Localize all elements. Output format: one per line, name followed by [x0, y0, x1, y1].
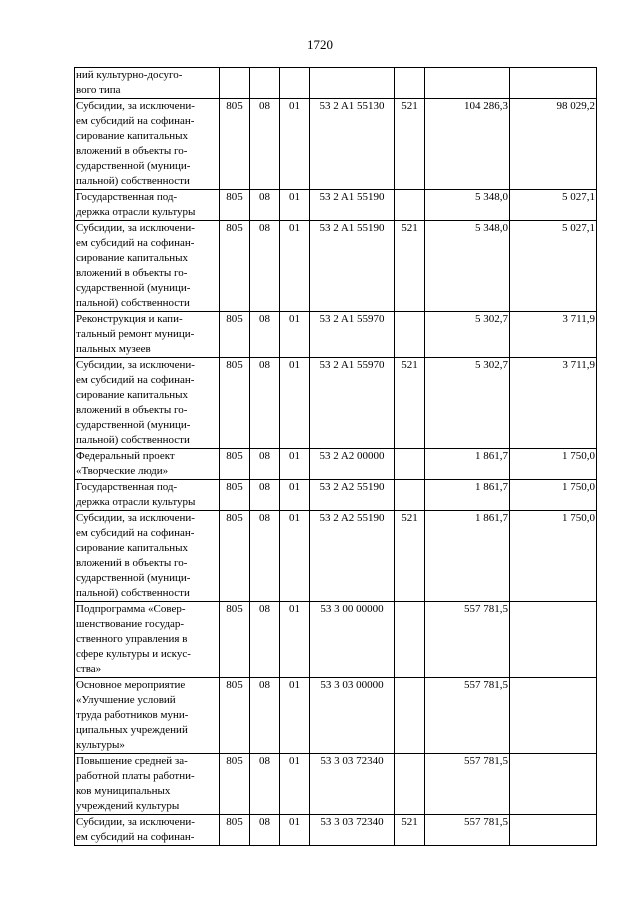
expense-type-cell: [395, 190, 425, 221]
section-code-cell: 08: [250, 678, 280, 754]
table-row: [75, 312, 597, 358]
subsection-code-cell: 01: [280, 99, 310, 190]
amount-year1-cell: 557 781,5: [425, 602, 510, 678]
subsection-code-cell: 01: [280, 602, 310, 678]
row-name-cell: Субсидии, за исключени- ем субсидий на софинан- сирование капитальных вложений в объекты го- сударственной (муници- пальной) собственности: [75, 358, 220, 449]
amount-year1-cell: 5 302,7: [425, 358, 510, 449]
amount-year1-cell: 557 781,5: [425, 754, 510, 815]
amount-year2-cell: [510, 602, 597, 678]
expense-type-cell: [395, 678, 425, 754]
row-name-cell: Повышение средней за- работной платы работни- ков муниципальных учреждений культуры: [75, 754, 220, 815]
amount-year2-cell: 5 027,1: [510, 190, 597, 221]
amount-year1-cell: 104 286,3: [425, 99, 510, 190]
expense-type-cell: [395, 68, 425, 99]
table-row: [75, 68, 597, 99]
row-name-cell: Федеральный проект «Творческие люди»: [75, 449, 220, 480]
subsection-code-cell: 01: [280, 358, 310, 449]
subsection-code-cell: 01: [280, 449, 310, 480]
subsection-code-cell: 01: [280, 480, 310, 511]
ministry-code-cell: 805: [220, 602, 250, 678]
subsection-code-cell: 01: [280, 221, 310, 312]
table-row: [75, 190, 597, 221]
amount-year1-cell: [425, 68, 510, 99]
budget-table: [74, 67, 597, 846]
amount-year1-cell: 5 302,7: [425, 312, 510, 358]
section-code-cell: 08: [250, 511, 280, 602]
ministry-code-cell: 805: [220, 754, 250, 815]
section-code-cell: 08: [250, 190, 280, 221]
target-article-cell: 53 2 A1 55190: [310, 190, 395, 221]
amount-year2-cell: [510, 678, 597, 754]
ministry-code-cell: 805: [220, 480, 250, 511]
section-code-cell: [250, 68, 280, 99]
amount-year2-cell: [510, 815, 597, 846]
subsection-code-cell: 01: [280, 754, 310, 815]
target-article-cell: 53 3 00 00000: [310, 602, 395, 678]
expense-type-cell: 521: [395, 99, 425, 190]
section-code-cell: 08: [250, 358, 280, 449]
ministry-code-cell: 805: [220, 449, 250, 480]
row-name-cell: Государственная под- держка отрасли культуры: [75, 190, 220, 221]
ministry-code-cell: 805: [220, 99, 250, 190]
ministry-code-cell: 805: [220, 358, 250, 449]
expense-type-cell: 521: [395, 221, 425, 312]
table-row: [75, 221, 597, 312]
amount-year2-cell: 1 750,0: [510, 480, 597, 511]
target-article-cell: 53 2 A1 55970: [310, 312, 395, 358]
section-code-cell: 08: [250, 754, 280, 815]
expense-type-cell: [395, 312, 425, 358]
page-number: 1720: [307, 37, 333, 52]
ministry-code-cell: 805: [220, 511, 250, 602]
row-name-cell: Субсидии, за исключени- ем субсидий на софинан- сирование капитальных вложений в объекты го- сударственной (муници- пальной) собственности: [75, 221, 220, 312]
amount-year1-cell: 557 781,5: [425, 678, 510, 754]
amount-year1-cell: 5 348,0: [425, 190, 510, 221]
table-row: [75, 449, 597, 480]
subsection-code-cell: 01: [280, 815, 310, 846]
table-body: [75, 68, 597, 846]
amount-year1-cell: 1 861,7: [425, 511, 510, 602]
amount-year2-cell: 1 750,0: [510, 511, 597, 602]
expense-type-cell: [395, 449, 425, 480]
target-article-cell: 53 2 A2 00000: [310, 449, 395, 480]
target-article-cell: 53 2 A1 55970: [310, 358, 395, 449]
subsection-code-cell: [280, 68, 310, 99]
target-article-cell: 53 3 03 00000: [310, 678, 395, 754]
amount-year2-cell: 3 711,9: [510, 358, 597, 449]
section-code-cell: 08: [250, 480, 280, 511]
amount-year1-cell: 5 348,0: [425, 221, 510, 312]
expense-type-cell: 521: [395, 358, 425, 449]
target-article-cell: 53 3 03 72340: [310, 815, 395, 846]
row-name-cell: Подпрограмма «Совер- шенствование государ- ственного управления в сфере культуры и искус- ства»: [75, 602, 220, 678]
amount-year2-cell: 98 029,2: [510, 99, 597, 190]
amount-year1-cell: 557 781,5: [425, 815, 510, 846]
section-code-cell: 08: [250, 449, 280, 480]
section-code-cell: 08: [250, 312, 280, 358]
row-name-cell: Реконструкция и капи- тальный ремонт муници- пальных музеев: [75, 312, 220, 358]
expense-type-cell: 521: [395, 511, 425, 602]
table-row: [75, 480, 597, 511]
amount-year1-cell: 1 861,7: [425, 449, 510, 480]
amount-year1-cell: 1 861,7: [425, 480, 510, 511]
amount-year2-cell: 1 750,0: [510, 449, 597, 480]
table-row: [75, 99, 597, 190]
target-article-cell: 53 3 03 72340: [310, 754, 395, 815]
section-code-cell: 08: [250, 221, 280, 312]
target-article-cell: 53 2 A1 55190: [310, 221, 395, 312]
subsection-code-cell: 01: [280, 511, 310, 602]
subsection-code-cell: 01: [280, 312, 310, 358]
section-code-cell: 08: [250, 99, 280, 190]
subsection-code-cell: 01: [280, 190, 310, 221]
table-row: [75, 602, 597, 678]
row-name-cell: Государственная под- держка отрасли культуры: [75, 480, 220, 511]
row-name-cell: Субсидии, за исключени- ем субсидий на софинан- сирование капитальных вложений в объекты го- сударственной (муници- пальной) собственности: [75, 99, 220, 190]
amount-year2-cell: [510, 754, 597, 815]
ministry-code-cell: 805: [220, 190, 250, 221]
table-row: [75, 815, 597, 846]
target-article-cell: 53 2 A1 55130: [310, 99, 395, 190]
row-name-cell: Субсидии, за исключени- ем субсидий на софинан- сирование капитальных вложений в объекты го- сударственной (муници- пальной) собственности: [75, 511, 220, 602]
ministry-code-cell: 805: [220, 815, 250, 846]
section-code-cell: 08: [250, 815, 280, 846]
subsection-code-cell: 01: [280, 678, 310, 754]
amount-year2-cell: 5 027,1: [510, 221, 597, 312]
expense-type-cell: [395, 754, 425, 815]
ministry-code-cell: 805: [220, 221, 250, 312]
amount-year2-cell: 3 711,9: [510, 312, 597, 358]
expense-type-cell: 521: [395, 815, 425, 846]
ministry-code-cell: 805: [220, 312, 250, 358]
table-row: [75, 754, 597, 815]
amount-year2-cell: [510, 68, 597, 99]
table-row: [75, 678, 597, 754]
row-name-cell: ний культурно-досуго- вого типа: [75, 68, 220, 99]
expense-type-cell: [395, 602, 425, 678]
table-row: [75, 358, 597, 449]
target-article-cell: 53 2 A2 55190: [310, 511, 395, 602]
section-code-cell: 08: [250, 602, 280, 678]
target-article-cell: [310, 68, 395, 99]
row-name-cell: Основное мероприятие «Улучшение условий труда работников муни- ципальных учреждений культуры»: [75, 678, 220, 754]
expense-type-cell: [395, 480, 425, 511]
ministry-code-cell: 805: [220, 678, 250, 754]
target-article-cell: 53 2 A2 55190: [310, 480, 395, 511]
ministry-code-cell: [220, 68, 250, 99]
row-name-cell: Субсидии, за исключени- ем субсидий на софинан-: [75, 815, 220, 846]
table-row: [75, 511, 597, 602]
